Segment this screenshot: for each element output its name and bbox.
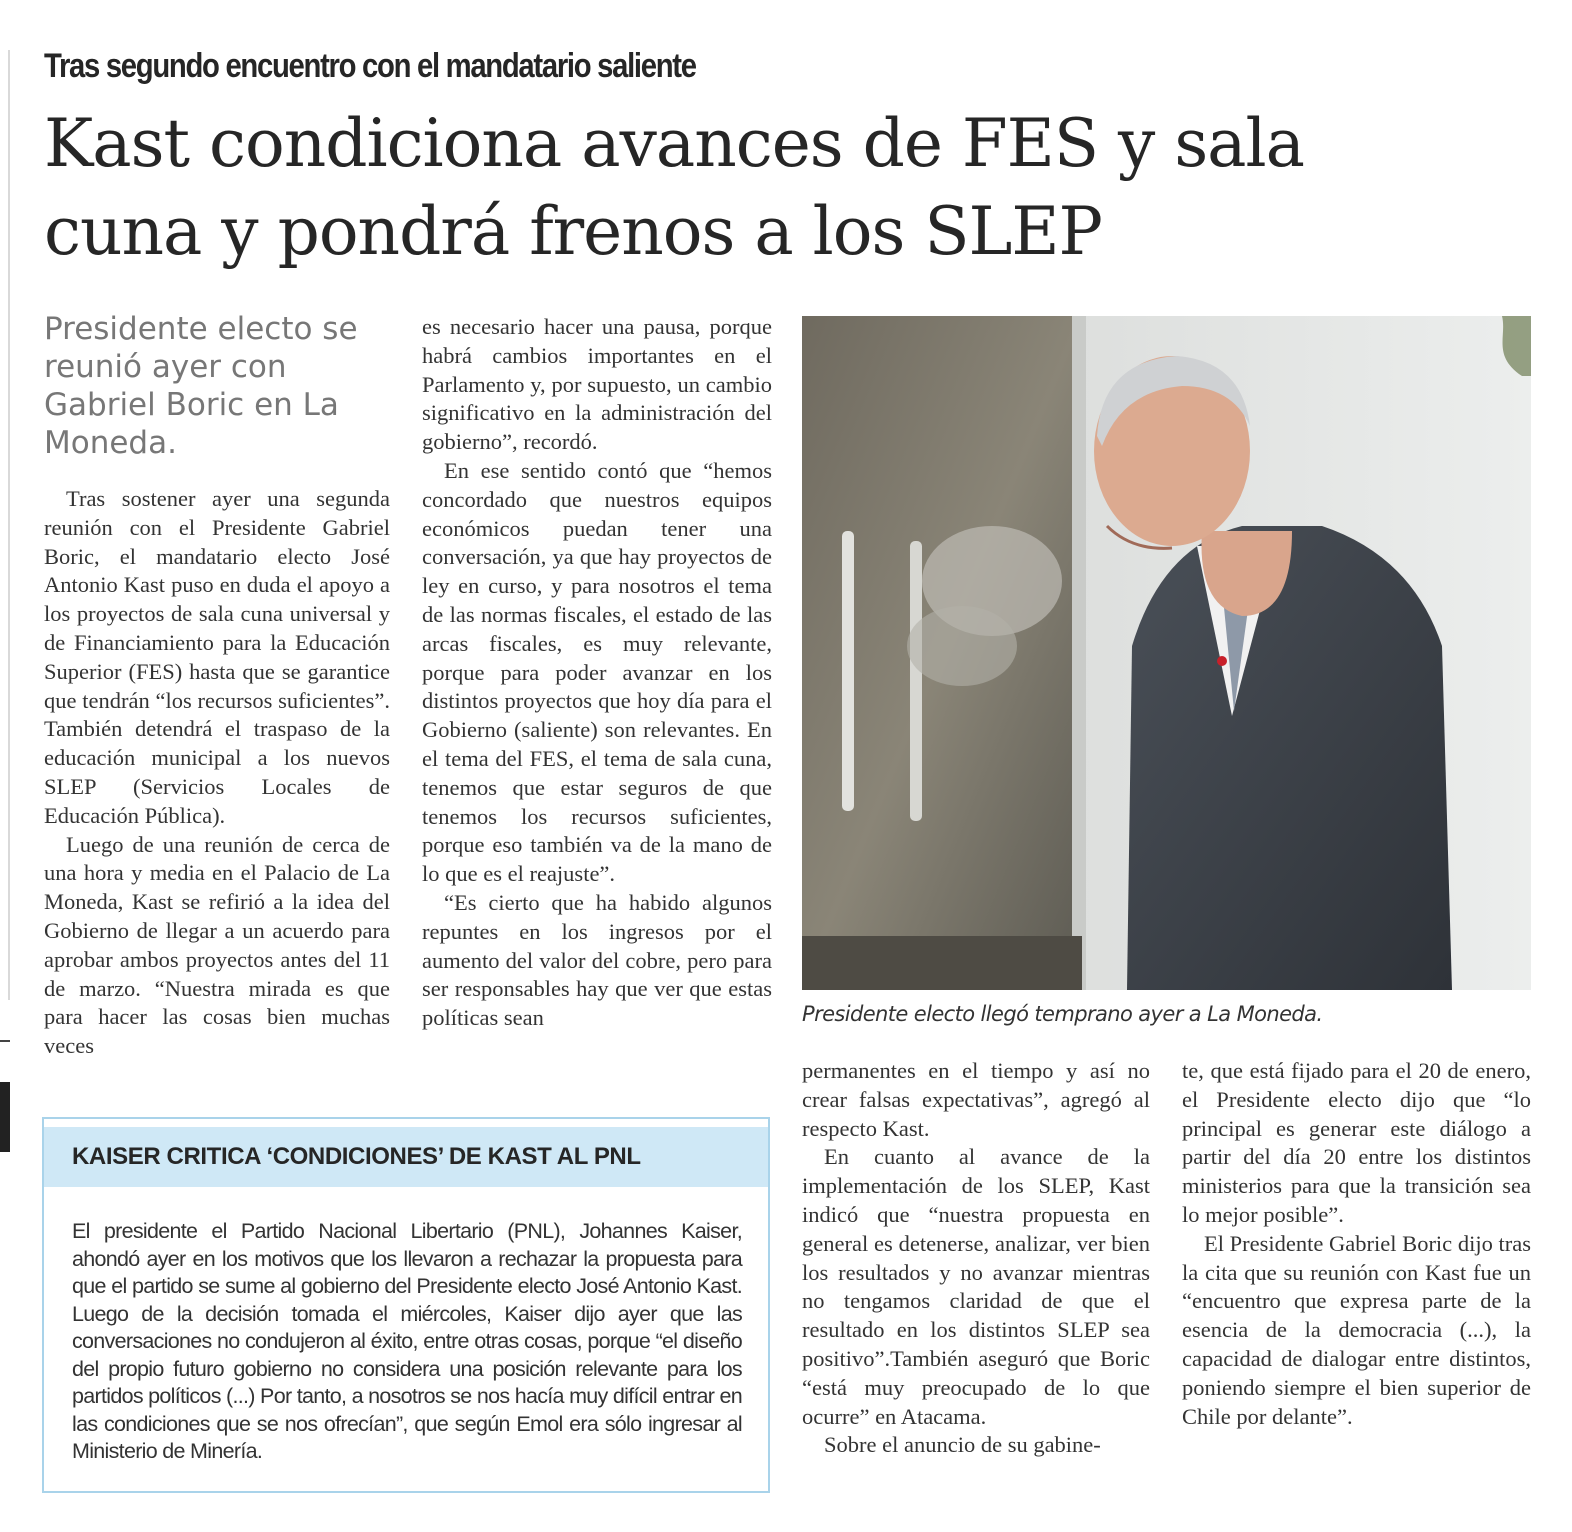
paragraph: Luego de una reunión de cerca de una hora y media en el Palacio de La Moneda, Kast se refirió a la idea del Gobierno de llegar a un acuerdo para aprobar ambos proyectos antes del 11 de marzo. “Nuestra mirada es que para hacer las cosas bien muchas veces bbox=[44, 831, 390, 1059]
paragraph: Sobre el anuncio de su gabine- bbox=[824, 1432, 1101, 1458]
article-column-2 bbox=[422, 313, 772, 1033]
paragraph: En cuanto al avance de la implementación de los SLEP, Kast indicó que “nuestra propuesta en general es detenerse, analizar, ver bien los resultados y no avanzar mientras no tengamos claridad de que el resultado en los distintos SLEP sea positivo”.También aseguró que Boric “está muy preocupado de lo que ocurre” en Atacama. bbox=[802, 1144, 1150, 1429]
article-deck: Presidente electo se reunió ayer con Gabriel Boric en La Moneda. bbox=[44, 311, 358, 461]
left-margin-rule bbox=[8, 50, 10, 1000]
sidebar-body: El presidente el Partido Nacional Libertario (PNL), Johannes Kaiser, ahondó ayer en los motivos que los llevaron a rechazar la propuesta para que el partido se sume al gobierno del Presidente electo José Antonio Kast. Luego de la decisión tomada el miércoles, Kaiser dijo ayer que las conversaciones no condujeron al éxito, entre otras cosas, porque “el diseño del propio futuro gobierno no considera una posición relevante para los partidos políticos (...) Por tanto, a nosotros se nos hacía muy difícil entrar en las condiciones que se nos ofrecían”, que según Emol era sólo ingresar al Ministerio de Minería. bbox=[72, 1219, 742, 1463]
paragraph: te, que está fijado para el 20 de enero, el Presidente electo dijo que “lo principal es generar este diálogo a partir del día 20 entre los distintos ministerios para que la transición sea lo mejor posible”. bbox=[1182, 1058, 1531, 1227]
photo-caption: Presidente electo llegó temprano ayer a La Moneda. bbox=[802, 1002, 1323, 1026]
sidebar-title: KAISER CRITICA ‘CONDICIONES’ DE KAST AL PNL bbox=[72, 1143, 641, 1170]
paragraph: es necesario hacer una pausa, porque habrá cambios importantes en el Parlamento y, por supuesto, un cambio significativo en la administración del gobierno”, recordó. bbox=[422, 314, 772, 455]
paragraph: Tras sostener ayer una segunda reunión con el Presidente Gabriel Boric, el mandatario electo José Antonio Kast puso en duda el apoyo a los proyectos de sala cuna universal y de Financiamiento para la Educación Superior (FES) hasta que se garantice que tendrán “los recursos suficientes”. También detendrá el traspaso de la educación municipal a los nuevos SLEP (Servicios Locales de Educación Pública). bbox=[44, 486, 390, 828]
article-column-1 bbox=[44, 485, 390, 1061]
article-headline: Kast condiciona avances de FES y sala cuna y pondrá frenos a los SLEP bbox=[44, 105, 1304, 270]
article-column-3 bbox=[802, 1057, 1150, 1460]
article-photo bbox=[802, 316, 1531, 990]
article-kicker: Tras segundo encuentro con el mandatario saliente bbox=[44, 47, 696, 85]
paragraph: permanentes en el tiempo y así no crear falsas expectativas”, agregó al respecto Kast. bbox=[802, 1058, 1150, 1141]
paragraph: “Es cierto que ha habido algunos repuntes en los ingresos por el aumento del valor del cobre, pero para ser responsables hay que ver que estas políticas sean bbox=[422, 889, 772, 1031]
paragraph: En ese sentido contó que “hemos concordado que nuestros equipos económicos puedan tener una conversación, ya que hay proyectos de ley en curso, y para nosotros el tema de las normas fiscales, el estado de las arcas fiscales, es muy relevante, porque para poder avanzar en los distintos proyectos que hoy día para el Gobierno (saliente) son relevantes. En el tema del FES, el tema de sala cuna, tenemos que estar seguros de que tenemos los recursos suficientes, porque eso también va de la mano de lo que es el reajuste”. bbox=[422, 457, 772, 887]
article-column-4 bbox=[1182, 1057, 1531, 1431]
left-margin-block bbox=[0, 1082, 10, 1152]
left-margin-tick bbox=[0, 1040, 10, 1042]
paragraph: El Presidente Gabriel Boric dijo tras la cita que su reunión con Kast fue un “encuentro que expresa parte de la esencia de la democracia (...), la capacidad de dialogar entre distintos, poniendo siempre el bien superior de Chile por delante”. bbox=[1182, 1230, 1531, 1429]
